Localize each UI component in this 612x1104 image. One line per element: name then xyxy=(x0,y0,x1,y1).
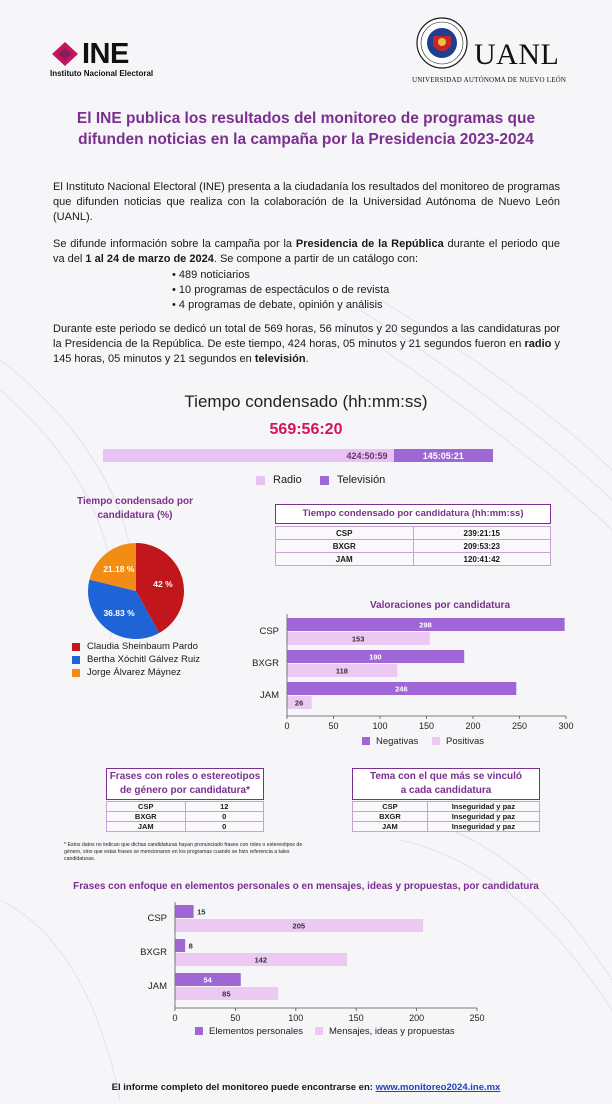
table-cell: CSP xyxy=(107,802,186,812)
ine-subtitle: Instituto Nacional Electoral xyxy=(50,69,154,78)
x-tick-label: 200 xyxy=(465,721,481,731)
catalog-item: • 10 programas de espectáculos o de revista xyxy=(172,284,390,296)
radio-tv-stacked-bar xyxy=(103,449,493,462)
report-link[interactable]: www.monitoreo2024.ine.mx xyxy=(375,1082,501,1093)
table-row xyxy=(276,553,551,566)
time-table xyxy=(275,526,551,566)
x-tick-label: 100 xyxy=(372,721,388,731)
legend-label-radio: Radio xyxy=(273,474,302,486)
x-tick-label: 150 xyxy=(418,721,435,731)
bar-value-label: 298 xyxy=(419,620,432,630)
pie-legend-csp xyxy=(72,641,198,652)
bar xyxy=(176,939,186,952)
legend-tv xyxy=(320,474,385,486)
pie-legend-swatch xyxy=(72,656,80,664)
intro-paragraph-3 xyxy=(53,322,560,367)
table-cell: CSP xyxy=(353,802,428,812)
table-cell: JAM xyxy=(107,822,186,832)
pie-chart-title xyxy=(60,495,210,523)
pie-legend-swatch xyxy=(72,669,80,677)
page-title-line-2: difunden noticias en la campaña por la Presidencia 2023-2024 xyxy=(78,131,534,148)
category-label: CSP xyxy=(147,913,167,924)
table-cell: 239:21:15 xyxy=(413,527,551,540)
frases-chart xyxy=(130,898,510,1044)
p3-text-e: . xyxy=(305,353,309,365)
p2-text-a: Se difunde información sobre la campaña por la xyxy=(53,238,296,250)
uanl-logo-text: UANL xyxy=(474,38,560,71)
p2-text-e: . Se compone a partir de un catálogo con: xyxy=(213,253,419,265)
bar-value-label: 118 xyxy=(335,666,348,676)
time-table-title: Tiempo condensado por candidatura (hh:mm:ss) xyxy=(275,504,551,524)
bar-value-label: 153 xyxy=(351,634,365,644)
legend-label-tv: Televisión xyxy=(337,474,386,486)
valoraciones-chart xyxy=(250,610,590,760)
table-cell: JAM xyxy=(353,822,428,832)
ine-logo xyxy=(50,38,180,84)
bar-value-label: 246 xyxy=(395,684,408,694)
bar-value-label: 85 xyxy=(222,989,231,999)
table-cell: Inseguridad y paz xyxy=(427,802,539,812)
p2-bold-dates: 1 al 24 de marzo de 2024 xyxy=(85,253,214,265)
category-label: JAM xyxy=(260,690,279,701)
topics-title xyxy=(352,768,540,800)
pie-slice-label: 42 % xyxy=(153,579,173,590)
pie-legend-label: Jorge Álvarez Máynez xyxy=(87,667,181,678)
uanl-subtitle: UNIVERSIDAD AUTÓNOMA DE NUEVO LEÓN xyxy=(412,76,567,84)
table-row xyxy=(276,527,551,540)
legend-swatch xyxy=(362,737,370,745)
table-row xyxy=(107,802,264,812)
pie-chart xyxy=(86,541,186,641)
x-tick-label: 50 xyxy=(328,721,339,731)
x-tick-label: 0 xyxy=(172,1013,178,1023)
table-cell: BXGR xyxy=(276,540,414,553)
table-cell: BXGR xyxy=(107,812,186,822)
footer-text: El informe completo del monitoreo puede encontrarse en: xyxy=(111,1082,376,1093)
bar-value-label: 190 xyxy=(369,652,382,662)
table-cell: CSP xyxy=(276,527,414,540)
legend-label: Positivas xyxy=(446,736,485,747)
legend-label: Negativas xyxy=(376,736,419,747)
table-row xyxy=(353,822,540,832)
stereotypes-table xyxy=(106,801,264,832)
category-label: CSP xyxy=(259,626,279,637)
uanl-seal-icon xyxy=(416,16,468,72)
topics-table xyxy=(352,801,540,832)
ine-emblem-icon xyxy=(50,40,80,68)
pie-legend-label: Bertha Xóchitl Gálvez Ruiz xyxy=(87,654,200,665)
legend-swatch xyxy=(315,1027,323,1035)
table-cell: 120:41:42 xyxy=(413,553,551,566)
pie-legend-bxgr xyxy=(72,654,200,665)
intro-paragraph-1: El Instituto Nacional Electoral (INE) presenta a la ciudadanía los resultados del monitoreo de programas que difunden noticias que realiza con la colaboración de la Universidad Autónoma de Nuevo León (UANL). xyxy=(53,181,560,223)
catalog-item: • 4 programas de debate, opinión y análisis xyxy=(172,299,383,311)
valoraciones-title: Valoraciones por candidatura xyxy=(369,600,511,611)
category-label: BXGR xyxy=(252,658,279,669)
bar-value-label: 8 xyxy=(188,941,193,951)
table-cell: 0 xyxy=(185,812,264,822)
frases-title: Frases con enfoque en elementos personales o en mensajes, ideas y propuestas, por candidatura xyxy=(73,881,539,892)
table-cell: 0 xyxy=(185,822,264,832)
legend-swatch xyxy=(195,1027,203,1035)
uanl-logo xyxy=(412,16,582,88)
pie-legend-label: Claudia Sheinbaum Pardo xyxy=(87,641,198,652)
ine-logo-text: INE xyxy=(82,38,129,70)
page-title xyxy=(40,108,572,150)
table-cell: Inseguridad y paz xyxy=(427,822,539,832)
pie-title-line-2: candidatura (%) xyxy=(97,510,173,521)
p2-text-c: durante el periodo que va del xyxy=(53,238,560,265)
x-tick-label: 250 xyxy=(469,1013,485,1023)
table-row xyxy=(353,802,540,812)
table-row xyxy=(107,822,264,832)
x-tick-label: 50 xyxy=(230,1013,241,1023)
topics-title-line-2: a cada candidatura xyxy=(400,785,492,796)
condensed-time-title: Tiempo condensado (hh:mm:ss) xyxy=(184,392,428,411)
pie-slice-label: 36.83 % xyxy=(103,608,135,619)
table-cell: BXGR xyxy=(353,812,428,822)
p3-text-c: y 145 horas, 05 minutos y 21 segundos en xyxy=(53,338,561,365)
x-tick-label: 250 xyxy=(511,721,528,731)
bar xyxy=(176,905,194,918)
table-cell: 209:53:23 xyxy=(413,540,551,553)
legend-swatch xyxy=(432,737,440,745)
bar-value-label: 142 xyxy=(254,955,268,965)
p3-bold-radio: radio xyxy=(524,338,552,350)
topics-title-line-1: Tema con el que más se vinculó xyxy=(369,771,523,782)
legend-swatch-tv xyxy=(320,476,329,485)
table-cell: Inseguridad y paz xyxy=(427,812,539,822)
bar-value-label: 15 xyxy=(197,907,206,917)
catalog-list xyxy=(172,268,389,313)
x-tick-label: 100 xyxy=(288,1013,304,1023)
radio-segment: 424:50:59 xyxy=(103,449,394,462)
x-tick-label: 0 xyxy=(284,721,290,731)
bar-value-label: 26 xyxy=(294,698,304,708)
pie-title-line-1: Tiempo condensado por xyxy=(77,496,193,507)
table-row xyxy=(107,812,264,822)
legend-radio xyxy=(256,474,302,486)
p3-text-a: Durante este periodo se dedicó un total de 569 horas, 56 minutos y 20 segundos a las candidaturas por la Presidencia de la República. De este tiempo, 424 horas, 05 minutos y 21 segundos fueron en xyxy=(53,323,560,350)
page-title-line-1: El INE publica los resultados del monitoreo de programas que xyxy=(76,110,536,127)
p3-bold-tv: televisión xyxy=(254,353,306,365)
x-tick-label: 300 xyxy=(558,721,574,731)
x-tick-label: 150 xyxy=(348,1013,364,1023)
legend-label: Mensajes, ideas y propuestas xyxy=(329,1026,455,1037)
table-cell: 12 xyxy=(185,802,264,812)
category-label: JAM xyxy=(148,981,167,992)
table-row xyxy=(353,812,540,822)
table-row xyxy=(276,540,551,553)
p2-bold-presidencia: Presidencia de la República xyxy=(295,238,444,250)
intro-paragraph-2 xyxy=(53,237,560,267)
category-label: BXGR xyxy=(140,947,167,958)
x-tick-label: 200 xyxy=(409,1013,425,1023)
table-cell: JAM xyxy=(276,553,414,566)
bar-value-label: 205 xyxy=(292,921,306,931)
footer xyxy=(0,1082,612,1093)
stereotypes-title-line-1: Frases con roles o estereotipos xyxy=(109,771,261,782)
legend-swatch-radio xyxy=(256,476,265,485)
tv-segment: 145:05:21 xyxy=(394,449,493,462)
stereotypes-title-line-2: de género por candidatura* xyxy=(119,785,251,796)
stereotypes-title xyxy=(106,768,264,800)
catalog-item: • 489 noticiarios xyxy=(172,269,250,281)
pie-legend-jam xyxy=(72,667,181,678)
bar-value-label: 54 xyxy=(203,975,212,985)
pie-legend-swatch xyxy=(72,643,80,651)
footnote: * Estos datos no indican que dichas candidaturas hayan pronunciado frases con roles o estereotipos de género, sino que estas frases se mencionaron en los programas cuando se hizo referencia a tales candidaturas. xyxy=(64,842,303,862)
condensed-time-total: 569:56:20 xyxy=(269,421,343,438)
pie-slice-label: 21.18 % xyxy=(103,564,135,575)
legend-label: Elementos personales xyxy=(209,1026,303,1037)
